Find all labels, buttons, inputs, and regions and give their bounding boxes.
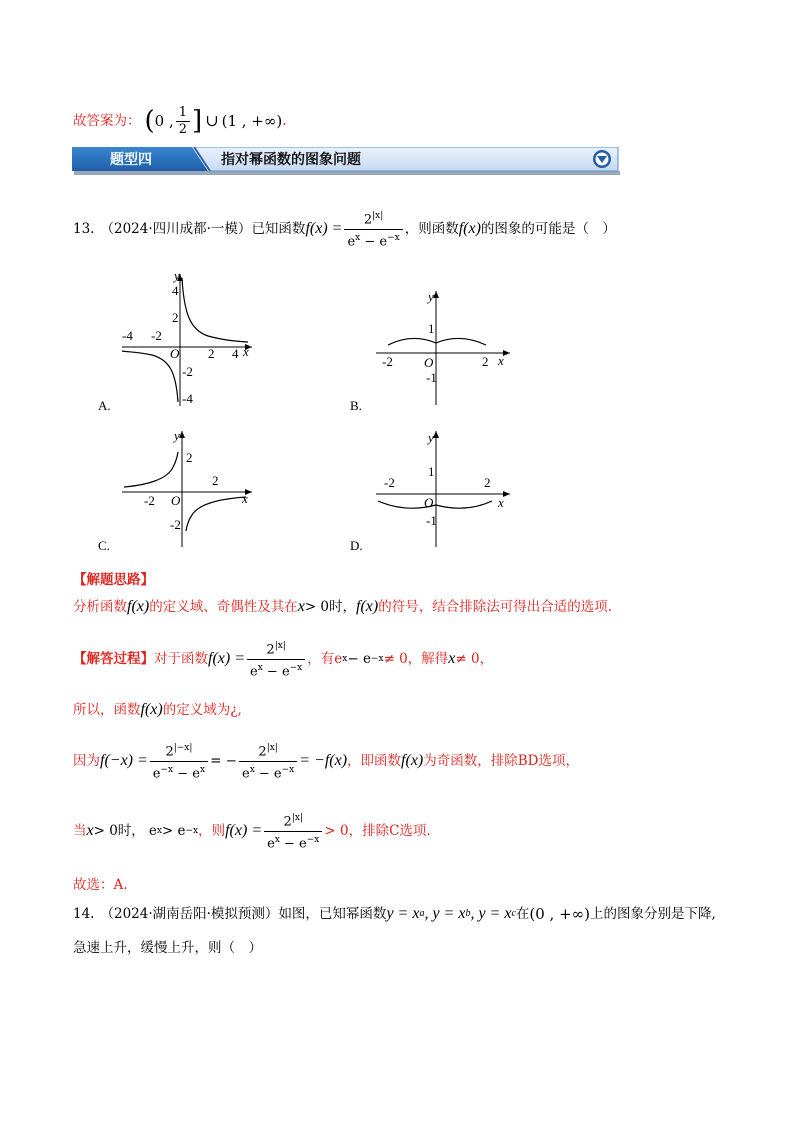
odd-f: f(−x) =: [100, 752, 148, 769]
process-c-exp: −x: [370, 654, 384, 664]
q14-stem-b: 在: [515, 906, 530, 922]
odd-f2: f(x): [401, 752, 424, 769]
q13-source: （2024·四川成都·一模）: [100, 221, 252, 237]
graph-c-origin: O: [171, 493, 181, 508]
process-den: [247, 660, 305, 680]
positive-line: [73, 810, 431, 852]
odd-num1-base: 2: [165, 744, 174, 760]
odd-b: ，即函数: [347, 753, 402, 769]
graph-b-y-label: y: [428, 289, 434, 304]
q14-exp-a: a: [419, 908, 425, 919]
odd-fraction1: [150, 740, 208, 782]
pos-num-base: 2: [283, 814, 292, 830]
answer-period: .: [282, 113, 287, 129]
pos-a: 当: [73, 823, 87, 839]
graph-d-origin: O: [424, 495, 434, 510]
graph-d-tick-2: 2: [484, 475, 491, 490]
process-num-base: 2: [266, 642, 275, 658]
pos-c-exp: x: [156, 826, 162, 836]
q13-num-exp: |x|: [372, 211, 384, 222]
option-c-label[interactable]: C.: [98, 538, 110, 553]
odd-fraction2: [239, 740, 297, 782]
idea-a: 分析函数: [73, 599, 127, 615]
option-d-label[interactable]: D.: [350, 538, 363, 553]
process-line: [73, 640, 493, 678]
domain-b: 的定义域为¿,: [162, 702, 242, 718]
graph-c-tick-yneg2: -2: [170, 517, 181, 532]
q13-num: [344, 208, 402, 229]
graph-b-origin: O: [424, 355, 434, 370]
option-a-label[interactable]: A.: [98, 398, 111, 413]
graph-b-tick-yneg1: -1: [426, 370, 437, 385]
q14-func-b: , y = x: [424, 905, 466, 922]
odd-line: [73, 740, 579, 782]
graph-c-tick-y2: 2: [186, 450, 193, 465]
odd-num1: [150, 740, 208, 761]
process-d: ≠ 0，解得: [383, 651, 449, 667]
domain-a: 所以，函数: [73, 702, 141, 718]
idea-f2: f(x): [356, 598, 379, 615]
odd-den1-exp2: x: [199, 764, 206, 775]
q14-stem-c: 上的图象分别是下降,: [590, 906, 716, 922]
pos-d-exp: −x: [185, 826, 199, 836]
half-den: 2: [178, 121, 188, 137]
graph-b-tick-neg2: -2: [382, 354, 393, 369]
q14-line2: 急速上升，缓慢上升，则（ ）: [73, 940, 262, 956]
process-a: 对于函数: [154, 651, 208, 667]
process-b: ，有e: [307, 651, 343, 667]
odd-c: 为奇函数，排除BD选项，: [423, 753, 579, 769]
graph-d: [370, 425, 520, 550]
odd-num2-exp: |x|: [266, 743, 278, 754]
odd-den1: [150, 762, 208, 782]
bracket-close: ]: [192, 106, 203, 136]
pos-f: f(x) =: [225, 822, 263, 839]
graph-a-tick-yneg4: -4: [182, 391, 193, 406]
odd-den1-exp1: −x: [160, 764, 174, 775]
q13-den-exp1: x: [355, 232, 361, 243]
pos-den-mid: − e: [279, 835, 307, 851]
graph-a-tick-4: 4: [232, 346, 239, 361]
q13-den-exp2: −x: [387, 232, 400, 243]
pos-c: e: [148, 823, 157, 839]
odd-den1-e1: e: [152, 765, 161, 781]
pos-den-e1: e: [267, 835, 275, 851]
process-b-exp: x: [342, 654, 348, 664]
odd-a: 因为: [73, 753, 100, 769]
odd-eq: = −: [210, 753, 237, 769]
graph-c-tick-2: 2: [212, 473, 219, 488]
q13-function2: f(x): [458, 220, 481, 237]
odd-num1-exp: |−x|: [173, 743, 193, 754]
process-x: x: [448, 650, 456, 667]
q14-exp-c: c: [511, 908, 516, 919]
q13-num-base: 2: [363, 212, 373, 228]
interval-zero: 0 ,: [154, 112, 174, 130]
graph-a-origin: O: [170, 346, 180, 361]
q13-stem: [73, 211, 616, 249]
graph-a-tick-yneg2: -2: [182, 364, 193, 379]
process-fraction: [247, 638, 305, 680]
graph-c-y-label: y: [174, 428, 180, 443]
odd-den1-mid: − e: [173, 765, 200, 781]
q14-func-a: y = x: [386, 905, 420, 922]
q14-interval: (0 , +∞): [529, 905, 591, 923]
graph-c-tick-neg2: -2: [144, 493, 155, 508]
fraction-half: [176, 105, 190, 138]
q14-func-c: , y = x: [470, 905, 512, 922]
second-interval: (1 , +∞): [221, 112, 283, 130]
process-title: 【解答过程】: [73, 651, 154, 667]
half-num: 1: [176, 105, 190, 122]
q13-number: 13.: [73, 221, 95, 237]
pos-x: x: [86, 822, 94, 839]
graph-a-tick-2: 2: [208, 346, 215, 361]
domain-f: f(x): [140, 701, 163, 718]
odd-den2-e1: e: [241, 765, 250, 781]
pos-fraction: [264, 810, 322, 852]
graph-a-y-label: y: [174, 268, 180, 283]
idea-f: f(x): [127, 598, 150, 615]
pos-g: > 0，排除C选项.: [324, 823, 431, 839]
idea-text: [73, 597, 612, 617]
odd-den2-mid: − e: [254, 765, 282, 781]
graph-b-x-label: x: [498, 353, 504, 368]
option-b-label[interactable]: B.: [350, 398, 362, 413]
graph-a-tick-y4: 4: [172, 283, 179, 298]
graph-b-tick-2: 2: [482, 354, 489, 369]
pos-b: > 0时，: [93, 823, 145, 839]
q14-stem-a: 如图，已知幂函数: [278, 906, 387, 922]
pos-den-exp2: −x: [306, 834, 320, 845]
q13-stem-a: 已知函数: [251, 221, 306, 237]
idea-title: 【解题思路】: [73, 572, 154, 588]
graph-a-tick-neg4: -4: [122, 328, 133, 343]
process-e: ≠ 0，: [455, 651, 494, 667]
graph-c: [118, 425, 258, 550]
choose-line: 故选：A.: [73, 877, 128, 893]
odd-den2: [239, 762, 297, 782]
odd-num2-base: 2: [258, 744, 267, 760]
process-den-mid: − e: [262, 663, 290, 679]
q14-exp-b: b: [465, 908, 471, 919]
q13-den: [344, 230, 402, 250]
q13-den-mid: − e: [360, 233, 388, 249]
pos-num: [264, 810, 322, 831]
graph-a-tick-y2: 2: [172, 310, 179, 325]
graph-b: [370, 285, 520, 410]
odd-den2-exp2: −x: [281, 764, 295, 775]
q13-stem-c: 的图象的可能是（ ）: [480, 221, 616, 237]
q14-source: （2024·湖南岳阳·模拟预测）: [100, 906, 279, 922]
q13-fraction: [344, 208, 402, 250]
idea-x: x: [297, 598, 305, 615]
odd-den2-exp1: x: [249, 764, 255, 775]
graph-d-tick-yneg1: -1: [426, 513, 437, 528]
answer-prefix: 故答案为：: [73, 113, 141, 129]
graph-d-x-label: x: [498, 495, 504, 510]
pos-den-exp1: x: [274, 834, 280, 845]
graph-a: [118, 268, 258, 408]
graph-b-tick-y1: 1: [428, 321, 435, 336]
graph-d-tick-neg2: -2: [384, 475, 395, 490]
graph-d-tick-y1: 1: [428, 464, 435, 479]
domain-line: [73, 700, 242, 720]
section-title: 指对幂函数的图象问题: [221, 152, 361, 168]
process-den-e1: e: [250, 663, 258, 679]
process-num-exp: |x|: [274, 641, 286, 652]
process-den-exp1: x: [257, 662, 263, 673]
odd-num2: [239, 740, 297, 761]
q13-function: f(x) =: [305, 220, 343, 237]
q13-stem-b: ，则函数: [404, 221, 459, 237]
idea-b: 的定义域、奇偶性及其在: [149, 599, 298, 615]
process-den-exp2: −x: [289, 662, 303, 673]
odd-eq2: = −f(x): [299, 752, 348, 769]
idea-d: 的符号，结合排除法可得出合适的选项.: [378, 599, 613, 615]
graph-a-tick-neg2: -2: [151, 328, 162, 343]
union-symbol: ∪: [205, 111, 219, 130]
pos-den: [264, 832, 322, 852]
graph-c-x-label: x: [242, 491, 248, 506]
process-num: [247, 638, 305, 659]
pos-d: > e: [161, 823, 186, 839]
q14-stem: [73, 902, 716, 926]
pos-e: ，则: [198, 823, 226, 839]
process-f: f(x) =: [208, 650, 245, 667]
graph-a-x-label: x: [243, 344, 249, 359]
idea-c: > 0时，: [304, 599, 357, 615]
q13-den-e1: e: [347, 233, 356, 249]
graph-d-y-label: y: [428, 430, 434, 445]
previous-answer: [73, 106, 287, 136]
process-c: − e: [347, 651, 371, 667]
paren-open: (: [144, 106, 155, 136]
pos-num-exp: |x|: [291, 813, 303, 824]
q14-number: 14.: [73, 906, 95, 922]
section-tag: 题型四: [110, 152, 152, 168]
